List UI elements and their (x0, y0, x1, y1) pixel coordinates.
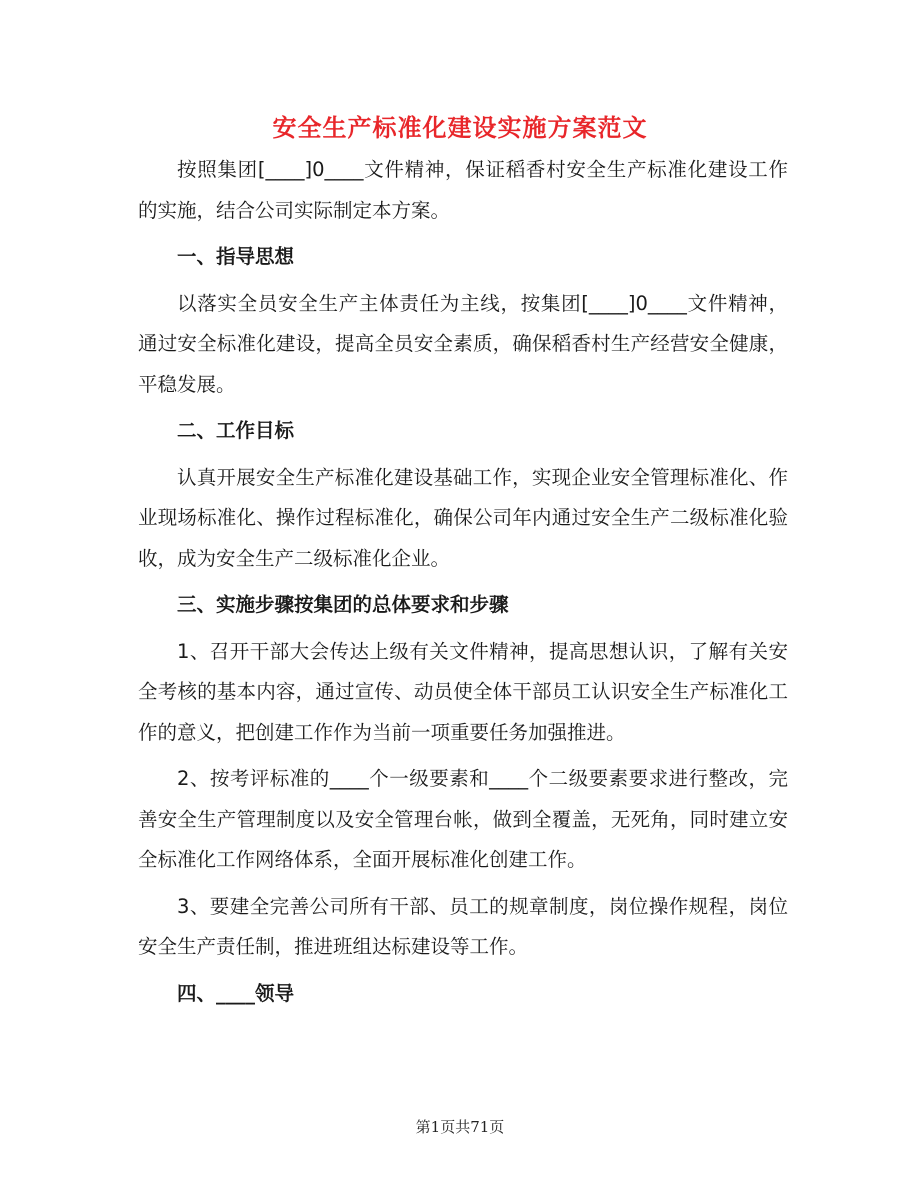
step-paragraph-3: 3、要建全完善公司所有干部、员工的规章制度，岗位操作规程，岗位安全生产责任制，推进班组达标建设等工作。 (138, 894, 788, 958)
step-paragraph-2: 2、按考评标准的____个一级要素和____个二级要素要求进行整改，完善安全生产管理制度以及安全管理台帐，做到全覆盖，无死角，同时建立安全标准化工作网络体系，全面开展标准化创建工作。 (138, 767, 788, 871)
section-heading-guiding-ideology: 一、指导思想 (177, 245, 295, 268)
document-body (138, 150, 788, 1014)
intro-paragraph: 按照集团[____]0____文件精神，保证稻香村安全生产标准化建设工作的实施，结合公司实际制定本方案。 (138, 158, 788, 222)
section-heading-implementation-steps: 三、实施步骤按集团的总体要求和步骤 (177, 593, 509, 616)
section-paragraph: 以落实全员安全生产主体责任为主线，按集团[____]0____文件精神，通过安全标准化建设，提高全员安全素质，确保稻香村生产经营安全健康，平稳发展。 (138, 291, 788, 396)
document-title: 安全生产标准化建设实施方案范文 (272, 114, 648, 142)
section-paragraph: 认真开展安全生产标准化建设基础工作，实现企业安全管理标准化、作业现场标准化、操作过程标准化，确保公司年内通过安全生产二级标准化验收，成为安全生产二级标准化企业。 (138, 465, 788, 570)
section-heading-leadership: 四、____领导 (177, 981, 295, 1005)
step-paragraph-1: 1、召开干部大会传达上级有关文件精神，提高思想认识，了解有关安全考核的基本内容，通过宣传、动员使全体干部员工认识安全生产标准化工作的意义，把创建工作作为当前一项重要任务加强推进。 (138, 639, 788, 744)
page-number: 第1页共71页 (415, 1118, 505, 1136)
section-heading-work-goals: 二、工作目标 (177, 419, 295, 442)
